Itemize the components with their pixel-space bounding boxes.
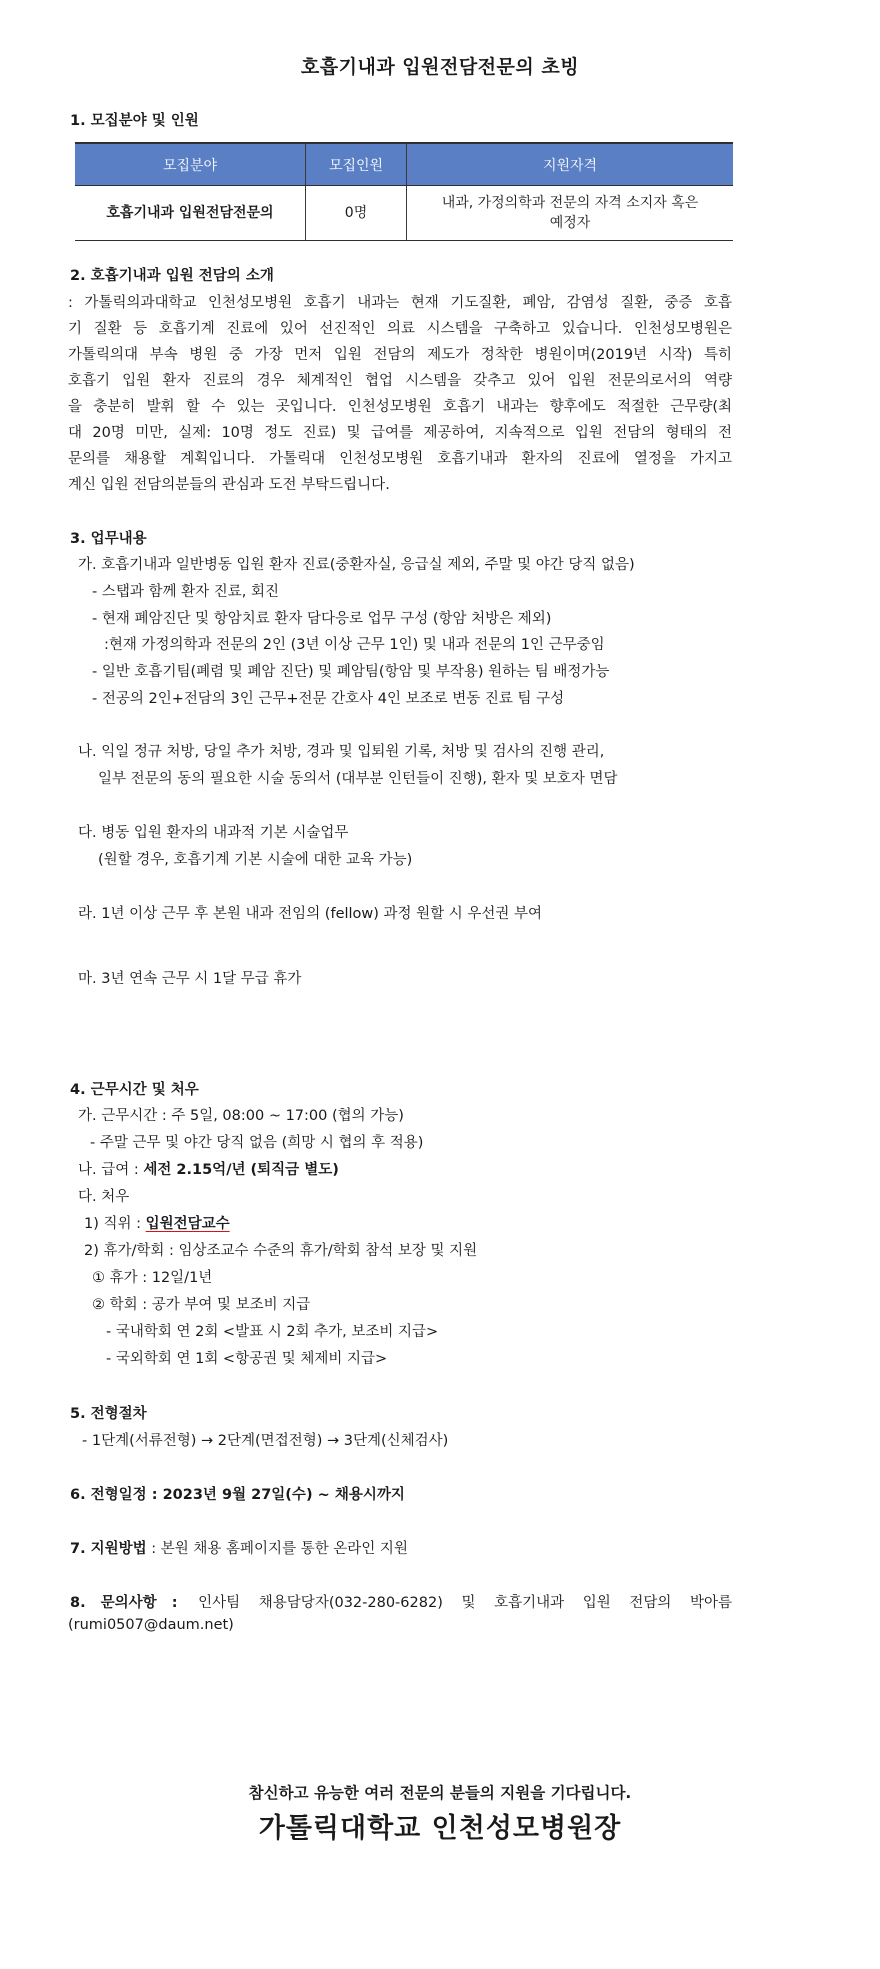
recruitment-table	[75, 142, 733, 241]
application-method-line	[70, 1537, 408, 1558]
table-cell-count: 0명	[306, 186, 407, 241]
intro-line-6: 대 20명 미만, 실제: 10명 정도 진료) 및 급여를 제공하여, 지속적으로 입원 전담의 형태의 전	[68, 425, 732, 441]
intro-line-8: 계신 입원 전담의분들의 관심과 도전 부탁드립니다.	[68, 477, 390, 493]
intro-line-5: 을 충분히 발휘 할 수 있는 곳입니다. 인천성모병원 호흡기 내과는 향후에도 적절한 근무량(최	[68, 399, 732, 415]
benefits-heading: 다. 처우	[78, 1189, 130, 1205]
duty-ga-item-1: - 스탭과 함께 환자 진료, 회진	[92, 584, 279, 600]
intro-line-1: : 가톨릭의과대학교 인천성모병원 호흡기 내과는 현재 기도질환, 폐암, 감염성 질환, 중증 호흡	[68, 295, 732, 311]
table-header-field: 모집분야	[75, 143, 306, 186]
work-hours-note: - 주말 근무 및 야간 당직 없음 (희망 시 협의 후 적용)	[90, 1135, 424, 1151]
section-5-heading: 5. 전형절차	[70, 1406, 147, 1422]
duty-ga-item-3: - 일반 호흡기팀(폐렴 및 폐암 진단) 및 폐암팀(항암 및 부작용) 원하는 팀 배정가능	[92, 664, 610, 680]
table-header-row	[75, 143, 733, 186]
application-method-text: : 본원 채용 홈페이지를 통한 온라인 지원	[146, 1541, 408, 1557]
hospital-director-signature: 가톨릭대학교 인천성모병원장	[258, 1813, 622, 1844]
duty-ma: 마. 3년 연속 근무 시 1달 무급 휴가	[78, 971, 302, 987]
salary-line	[78, 1158, 339, 1179]
intro-line-7: 문의를 채용할 계획입니다. 가톨릭대 인천성모병원 호흡기내과 환자의 진료에 열정을 가지고	[68, 451, 732, 467]
table-header-qualification: 지원자격	[407, 143, 734, 186]
table-cell-qualification	[407, 186, 734, 241]
inquiry-text: 인사팀 채용담당자(032-280-6282) 및 호흡기내과 입원 전담의 박아름	[198, 1595, 732, 1611]
section-4-heading: 4. 근무시간 및 처우	[70, 1082, 199, 1098]
duty-na-line-2: 일부 전문의 동의 필요한 시술 동의서 (대부분 인턴들이 진행), 환자 및 보호자 면담	[98, 771, 618, 787]
page-title: 호흡기내과 입원전담전문의 초빙	[300, 56, 580, 78]
inquiry-email: (rumi0507@daum.net)	[68, 1617, 234, 1633]
closing-message: 참신하고 유능한 여러 전문의 분들의 지원을 기다립니다.	[248, 1784, 632, 1802]
application-method-label: 7. 지원방법	[70, 1541, 147, 1557]
duty-na-line-1: 나. 익일 정규 처방, 당일 추가 처방, 경과 및 입퇴원 기록, 처방 및 검사의 진행 관리,	[78, 744, 605, 760]
duty-ga-item-4: - 전공의 2인+전담의 3인 근무+전문 간호사 4인 보조로 변동 진료 팀 구성	[92, 691, 565, 707]
position-label: 1) 직위 :	[84, 1216, 146, 1232]
work-hours: 가. 근무시간 : 주 5일, 08:00 ~ 17:00 (협의 가능)	[78, 1108, 404, 1124]
leave-line: ① 휴가 : 12일/1년	[92, 1270, 213, 1286]
duty-da-line-2: (원할 경우, 호흡기계 기본 시술에 대한 교육 가능)	[98, 852, 413, 868]
domestic-conference: - 국내학회 연 2회 <발표 시 2회 추가, 보조비 지급>	[106, 1324, 439, 1340]
intro-line-2: 기 질환 등 호흡기계 진료에 있어 선진적인 의료 시스템을 구축하고 있습니다. 인천성모병원은	[68, 321, 732, 337]
leave-conference-line: 2) 휴가/학회 : 임상조교수 수준의 휴가/학회 참석 보장 및 지원	[84, 1243, 478, 1259]
intro-line-4: 호흡기 입원 환자 진료의 경우 체계적인 협업 시스템을 갖추고 있어 입원 전문의로서의 역량	[68, 373, 732, 389]
duty-da-line-1: 다. 병동 입원 환자의 내과적 기본 시술업무	[78, 825, 349, 841]
conference-line: ② 학회 : 공가 부여 및 보조비 지급	[92, 1297, 311, 1313]
section-3-heading: 3. 업무내용	[70, 531, 147, 547]
intro-line-3: 가톨릭의대 부속 병원 중 가장 먼저 입원 전담의 제도가 정착한 병원이며(2019년 시작) 특히	[68, 347, 732, 363]
section-1-heading: 1. 모집분야 및 인원	[70, 113, 199, 129]
inquiry-label: 8. 문의사항 :	[70, 1595, 178, 1611]
table-cell-field: 호흡기내과 입원전담전문의	[75, 186, 306, 241]
table-row	[75, 186, 733, 241]
table-header-count: 모집인원	[306, 143, 407, 186]
position-value: 입원전담교수	[145, 1216, 230, 1232]
qualification-line-1: 내과, 가정의학과 전문의 자격 소지자 혹은	[441, 194, 699, 211]
salary-value: 세전 2.15억/년 (퇴직금 별도)	[143, 1162, 339, 1178]
qualification-line-2: 예정자	[549, 215, 591, 231]
salary-label: 나. 급여 :	[78, 1162, 144, 1178]
duty-ga-item-2: - 현재 폐암진단 및 항암치료 환자 담다응로 업무 구성 (항암 처방은 제외)	[92, 611, 552, 627]
inquiry-line	[70, 1591, 732, 1612]
position-line	[84, 1212, 230, 1233]
overseas-conference: - 국외학회 연 1회 <항공권 및 체제비 지급>	[106, 1351, 388, 1367]
selection-process: - 1단계(서류전형) → 2단계(면접전형) → 3단계(신체검사)	[82, 1433, 449, 1449]
duty-ga: 가. 호흡기내과 일반병동 입원 환자 진료(중환자실, 응급실 제외, 주말 및 야간 당직 없음)	[78, 557, 635, 573]
duty-ra: 라. 1년 이상 근무 후 본원 내과 전임의 (fellow) 과정 원할 시 우선권 부여	[78, 906, 543, 922]
duty-ga-item-2-note: :현재 가정의학과 전문의 2인 (3년 이상 근무 1인) 및 내과 전문의 1인 근무중임	[104, 637, 605, 653]
section-2-heading: 2. 호흡기내과 입원 전담의 소개	[70, 268, 274, 284]
schedule-line: 6. 전형일정 : 2023년 9월 27일(수) ~ 채용시까지	[70, 1487, 405, 1503]
